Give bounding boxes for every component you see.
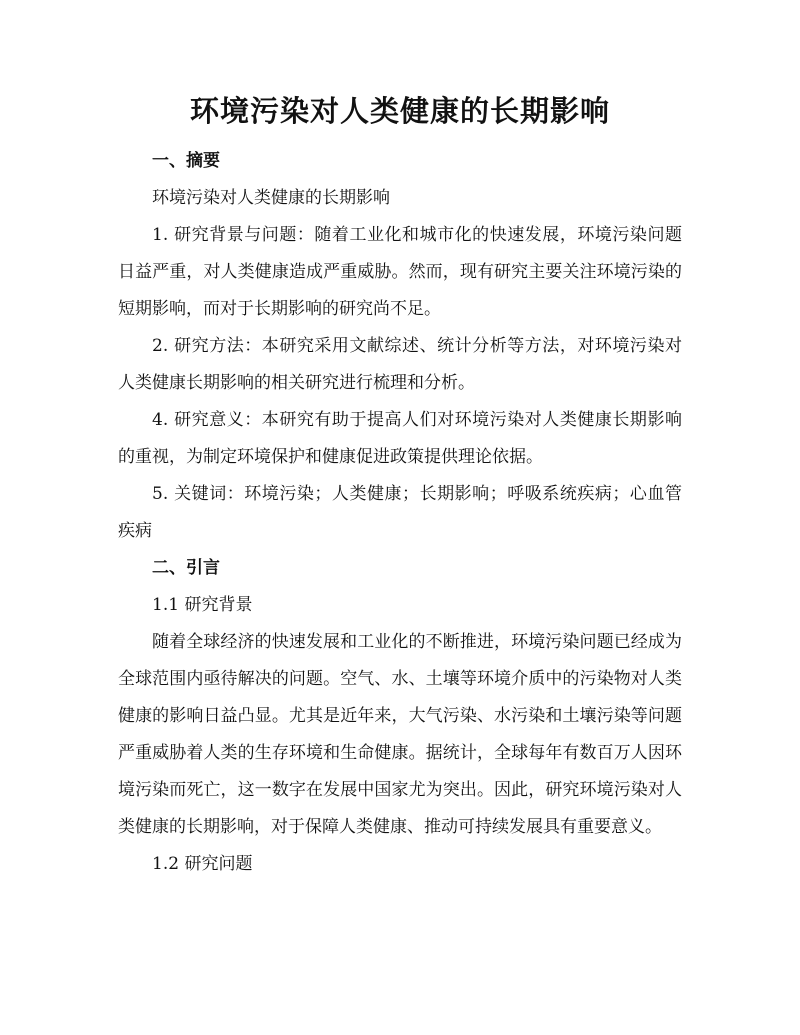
paragraph: 4. 研究意义：本研究有助于提高人们对环境污染对人类健康长期影响的重视，为制定环境保护和健康促进政策提供理论依据。 [118,410,682,467]
paragraph: 随着全球经济的快速发展和工业化的不断推进，环境污染问题已经成为全球范围内亟待解决的问题。空气、水、土壤等环境介质中的污染物对人类健康的影响日益凸显。尤其是近年来，大气污染、水污染和土壤污染等问题严重威胁着人类的生存环境和生命健康。据统计，全球每年有数百万人因环境污染而死亡，这一数字在发展中国家尤为突出。因此，研究环境污染对人类健康的长期影响，对于保障人类健康、推动可持续发展具有重要意义。 [118,632,682,837]
paragraph: 环境污染对人类健康的长期影响 [152,188,390,208]
subsection-heading: 1.2 研究问题 [152,854,253,874]
paragraph: 1. 研究背景与问题：随着工业化和城市化的快速发展，环境污染问题日益严重，对人类健康造成严重威胁。然而，现有研究主要关注环境污染的短期影响，而对于长期影响的研究尚不足。 [118,225,682,319]
section-heading-introduction: 二、引言 [152,558,220,578]
document-body [118,143,682,883]
paragraph: 5. 关键词：环境污染；人类健康；长期影响；呼吸系统疾病；心血管疾病 [118,484,682,541]
paragraph: 2. 研究方法：本研究采用文献综述、统计分析等方法，对环境污染对人类健康长期影响的相关研究进行梳理和分析。 [118,336,682,393]
subsection-heading: 1.1 研究背景 [152,595,253,615]
document-title: 环境污染对人类健康的长期影响 [189,94,610,128]
section-heading-abstract: 一、摘要 [152,151,220,171]
